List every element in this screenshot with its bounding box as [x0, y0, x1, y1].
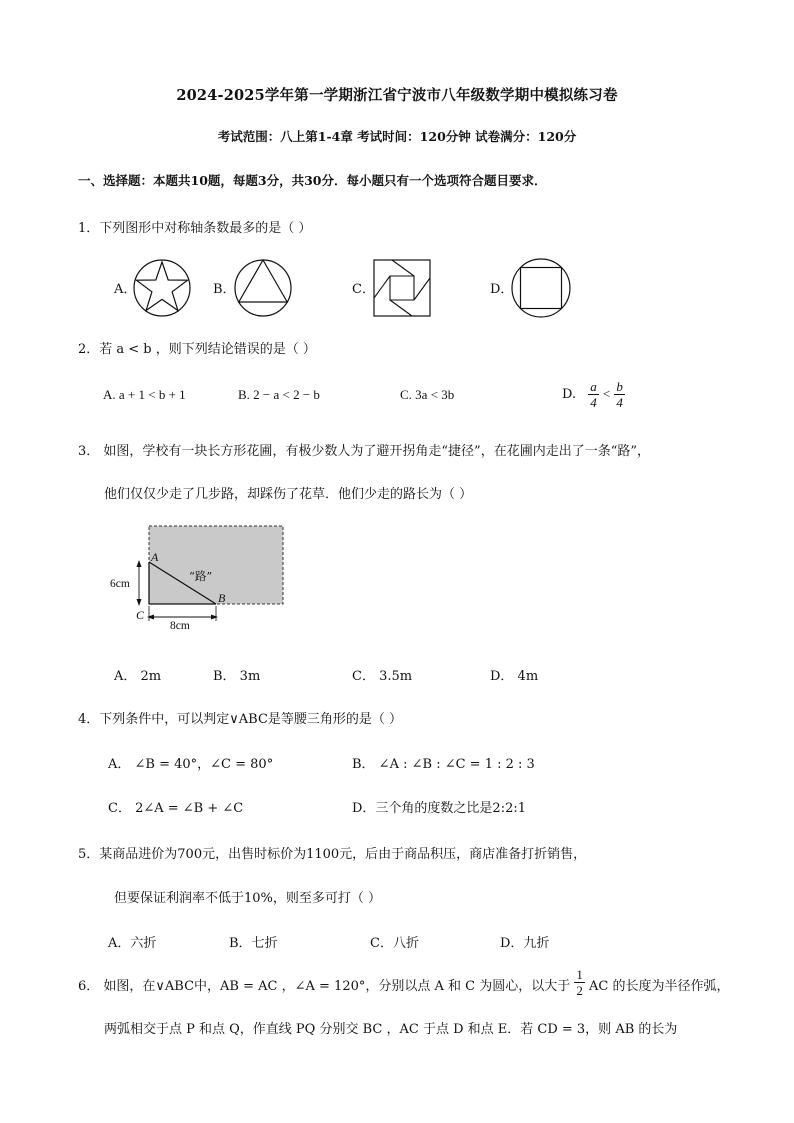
side-cb-length: 8cm — [170, 620, 190, 632]
q2-option-d-label: D. — [562, 387, 577, 402]
q4-option-b: B． ∠A : ∠B : ∠C = 1 : 2 : 3 — [352, 757, 535, 772]
q2-option-a: A. a + 1 < b + 1 — [103, 387, 186, 402]
question-3-stem-line1: 3． 如图，学校有一块长方形花圃，有极少数人为了避开拐角走“捷径”，在花圃内走出了一条“路”， — [78, 444, 650, 459]
point-c-label: C — [136, 608, 145, 622]
q6-line1-start: 6． 如图，在∨ABC中，AB = AC ，∠A = 120°，分别以点 A 和 C 为圆心，以大于 — [78, 979, 571, 994]
question-2-stem: 2．若 a < b ，则下列结论错误的是（ ） — [78, 342, 316, 357]
q5-option-b: B．七折 — [229, 936, 278, 951]
question-5-stem-line1: 5．某商品进价为700元，出售时标价为1100元，后由于商品积压，商店准备打折销售， — [78, 847, 587, 862]
q4-option-d: D．三个角的度数之比是2:2:1 — [352, 801, 526, 816]
q3-option-a: A． 2m — [114, 669, 162, 684]
fraction-one-half: $\frac{1}{2}$ — [576, 967, 583, 998]
question-6-stem-line1 — [78, 967, 730, 998]
q4-option-a: A． ∠B = 40°，∠C = 80° — [108, 757, 274, 772]
question-1-stem: 1．下列图形中对称轴条数最多的是（ ） — [78, 221, 312, 236]
q2-option-b: B. 2 − a < 2 − b — [238, 387, 320, 402]
q1-option-d-label: D． — [490, 282, 514, 297]
page-title: 2024-2025学年第一学期浙江省宁波市八年级数学期中模拟练习卷 — [176, 87, 618, 104]
section-heading: 一、选择题：本题共10题，每题3分，共30分．每小题只有一个选项符合题目要求． — [78, 173, 547, 188]
fraction-b-over-4: $\frac{b}{4}$ — [616, 379, 623, 410]
q2-option-c: C. 3a < 3b — [400, 387, 455, 402]
circle-triangle-figure — [232, 257, 294, 319]
q3-option-b: B． 3m — [213, 669, 261, 684]
circle-square-figure — [509, 256, 573, 320]
q3-option-d: D． 4m — [490, 669, 539, 684]
question-5-stem-line2: 但要保证利润率不低于10%，则至多可打（ ） — [114, 891, 382, 906]
fraction-a-over-4: $\frac{a}{4}$ — [590, 379, 597, 410]
q4-option-c: C． 2∠A = ∠B + ∠C — [108, 801, 244, 816]
question-3-stem-line2: 他们仅仅少走了几步路，却踩伤了花草．他们少走的路长为（ ） — [104, 487, 473, 502]
side-ac-length: 6cm — [110, 578, 130, 590]
q5-option-c: C．八折 — [370, 936, 419, 951]
question-6-stem-line2: 两弧相交于点 P 和点 Q，作直线 PQ 分别交 BC ，AC 于点 D 和点 E．若 CD = 3，则 AB 的长为 — [104, 1022, 678, 1037]
point-b-label: B — [218, 591, 226, 605]
q5-option-d: D．九折 — [500, 936, 550, 951]
square-pinwheel-figure — [372, 258, 432, 318]
q2-option-d — [562, 379, 625, 410]
q5-option-a: A．六折 — [108, 936, 157, 951]
exam-info: 考试范围：八上第1-4章 考试时间：120分钟 试卷满分：120分 — [217, 129, 577, 144]
q1-option-b-label: B． — [213, 282, 236, 297]
q1-option-c-label: C． — [352, 282, 375, 297]
flowerbed-figure — [104, 522, 294, 637]
q6-line1-end: AC 的长度为半径作弧， — [589, 979, 730, 994]
q3-option-c: C． 3.5m — [352, 669, 413, 684]
q1-option-a-label: A． — [114, 282, 137, 297]
less-than-sign: < — [602, 386, 611, 401]
road-label: “路” — [189, 569, 213, 583]
question-4-stem: 4．下列条件中，可以判定∨ABC是等腰三角形的是（ ） — [78, 712, 403, 727]
circle-star-figure — [131, 257, 193, 319]
point-a-label: A — [151, 550, 159, 564]
